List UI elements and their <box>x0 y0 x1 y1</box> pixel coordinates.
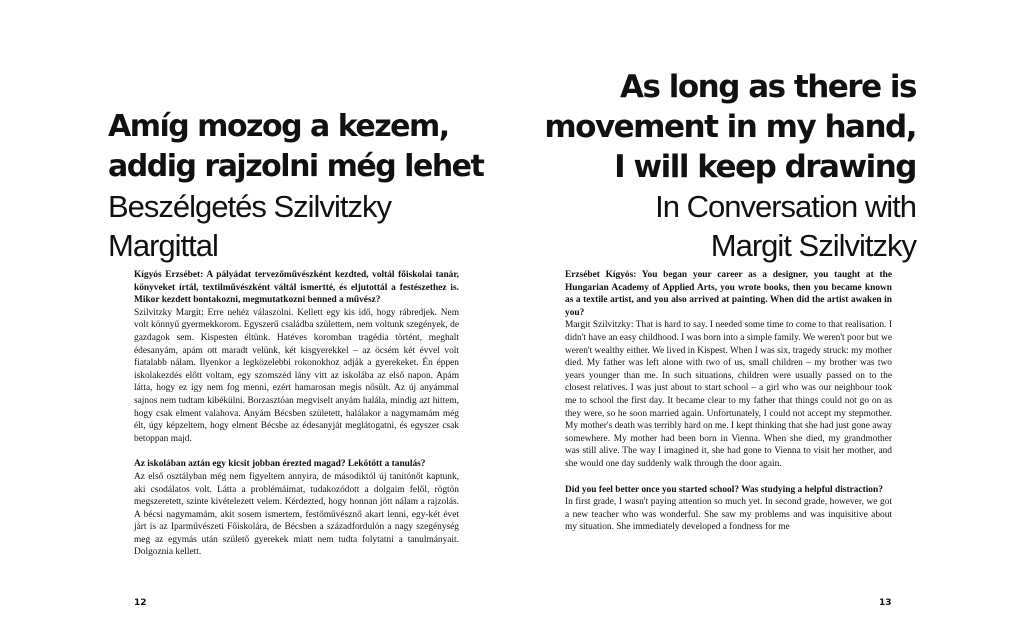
english-answer-2: In first grade, I wasn't paying attention so much yet. In second grade, however, we got a new teacher who was wonderful. She saw my problems and was inquisitive about my situation. She immediately developed a fondness for me <box>565 497 892 533</box>
english-question-1: Erzsébet Kígyós: You began your career as a designer, you taught at the Hungarian Academy of Applied Arts, you wrote books, then you became known as a textile artist, and you also arrived at painting. When did the artist awaken in you? <box>565 270 892 318</box>
paragraph-spacer <box>565 471 892 484</box>
english-interview-text <box>565 269 892 534</box>
hungarian-title-line-1: Amíg mozog a kezem, <box>108 109 449 144</box>
english-answer-1: Margit Szilvitzky: That is hard to say. I needed some time to come to that realisation. I didn't have an easy childhood. I was born into a simple family. We weren't poor but we weren't wealthy either. We lived in Kispest. When I was six, tragedy struck: my mother died. My father was left alone with two of us, small children – my brother was two years younger than me. In such situations, children were usually passed on to the closest relatives. I was just about to start school – a girl who was our neighbour took me to school the first day. It became clear to my father that things could not go on as they were, so he soon married again. Unfortunately, I could not accept my stepmother. My mother's death was terribly hard on me. I kept thinking that she had just gone away somewhere. My mother had been born in Vienna. When she died, my grandmother was still alive. The way I imagined it, she had gone to Vienna to visit her mother, and she would one day suddenly walk through the door again. <box>565 320 892 469</box>
paragraph-spacer <box>134 445 459 458</box>
hungarian-subtitle-line-1: Beszélgetés Szilvitzky <box>108 189 391 224</box>
hungarian-question-1: Kígyós Erzsébet: A pályádat tervezőművészként kezdted, voltál főiskolai tanár, könyveket írtál, textilművészként váltál ismertté, és eljutottál a festészethez is. Mikor kezdett bontakozni, megmutatkozni benned a művész? <box>134 270 459 306</box>
english-title-line-1: As long as there is <box>620 69 916 105</box>
hungarian-subtitle-line-2: Margittal <box>108 228 218 263</box>
english-subtitle-line-2: Margit Szilvitzky <box>710 228 916 263</box>
hungarian-title-line-2: addig rajzolni még lehet <box>108 149 484 184</box>
english-title-line-2: movement in my hand, <box>544 109 916 145</box>
hungarian-answer-1: Szilvitzky Margit: Erre nehéz válaszolni. Kellett egy kis idő, hogy rábredjek. Nem volt könnyű gyermekkorom. Egyszerű családba születtem, nem voltunk szegények, de gazdagok sem. Kispesten éltünk. Hatéves koromban tragédia történt, meghalt édesanyám, apám ott maradt velünk, két kisgyerekkel – az öcsém két évvel volt fiatalabb nálam. Ilyenkor a legközelebbi rokonokhoz adják a gyerekeket. Én éppen iskolakezdés előtt voltam, egy szomszéd lány vitt az iskolába az első napon. Apám látta, hogy ez így nem fog menni, ezért hamarosan megis nősült. Az új anyámmal sajnos nem tudtam kibékülni. Borzasztóan megviselt anyám halála, mindig azt hittem, hogy csak elment valahova. Anyám Bécsben született, halálakor a nagymamám még élt, úgy képzeltem, hogy elment Bécsbe az édesanyját meglátogatni, és egyszer csak betoppan majd. <box>134 307 459 444</box>
hungarian-subtitle <box>108 187 408 265</box>
page-number-right: 13 <box>879 598 892 608</box>
english-question-2: Did you feel better once you started school? Was studying a helpful distraction? <box>565 484 883 495</box>
hungarian-answer-2: Az első osztályban még nem figyeltem annyira, de másodiktól új tanítónőt kaptunk, aki csodálatos volt. Látta a problémáimat, tudakozódott a dolgaim felől, rögtön megszeretett, szinte kivételezett velem. Kérdezted, hogy honnan jött nálam a rajzolás. A bécsi nagymamám, akit sosem ismertem, festőművésznő akart lenni, egy-két évet járt is az Iparművészeti Főiskolára, de Bécsben a századfordulón a nagy szegénység meg az egymás után születő gyerekek miatt nem tudta folytatni a tanulmányait. Dolgoznia kellett. <box>134 471 459 558</box>
hungarian-question-2: Az iskolában aztán egy kicsit jobban érezted magad? Lekötött a tanulás? <box>134 459 426 470</box>
english-title-line-3: I will keep drawing <box>614 149 916 185</box>
page-number-left: 12 <box>134 598 147 608</box>
english-subtitle-line-1: In Conversation with <box>655 189 916 224</box>
english-title <box>516 67 916 187</box>
hungarian-interview-text <box>134 269 459 559</box>
english-subtitle <box>586 187 916 265</box>
hungarian-title <box>108 107 488 187</box>
